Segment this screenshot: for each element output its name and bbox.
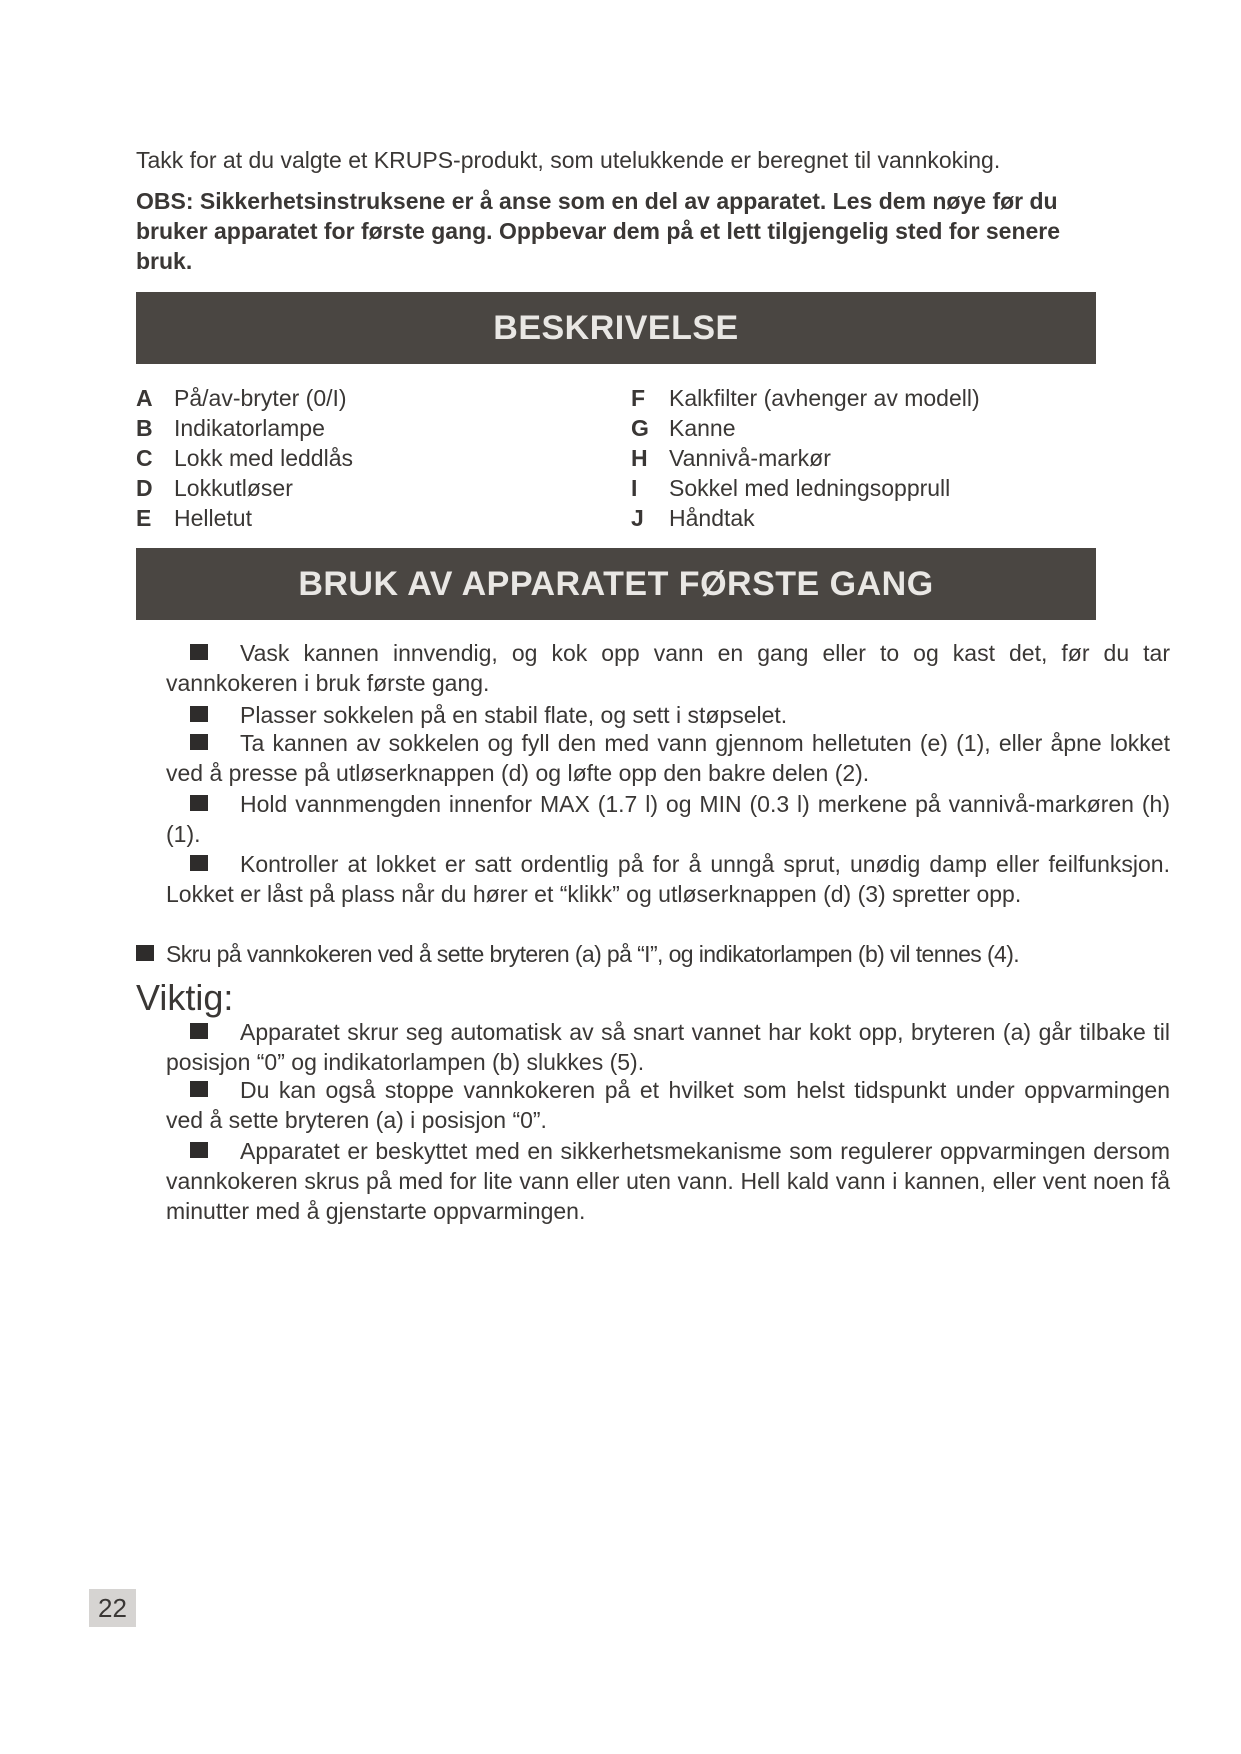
important-text: Apparatet er beskyttet med en sikkerhetsmekanisme som regulerer oppvarmingen dersom vannkokeren skrus på med for lite vann eller uten vann. Hell kald vann i kannen, eller vent noen få minutter med å gjenstarte oppvarmingen.: [166, 1138, 1170, 1224]
list-item: [136, 413, 353, 443]
page-number: 22: [89, 1589, 136, 1627]
description-list-right: [631, 383, 980, 533]
item-label: Håndtak: [669, 505, 755, 531]
bullet-square-icon: [190, 795, 208, 811]
instruction-item: [166, 638, 1170, 698]
bullet-square-icon: [190, 1081, 208, 1097]
list-item: [631, 443, 980, 473]
section-header-description: [136, 292, 1096, 364]
instruction-text: Vask kannen innvendig, og kok opp vann en gang eller to og kast det, før du tar vannkokeren i bruk første gang.: [166, 640, 1170, 696]
instruction-item: [166, 728, 1170, 788]
instruction-text: Ta kannen av sokkelen og fyll den med vann gjennom helletuten (e) (1), eller åpne lokket ved å presse på utløserknappen (d) og løfte opp den bakre delen (2).: [166, 730, 1170, 786]
item-letter: H: [631, 445, 648, 471]
important-item: [166, 1075, 1170, 1135]
important-heading: Viktig:: [136, 977, 234, 1018]
section-title: BRUK AV APPARATET FØRSTE GANG: [298, 564, 934, 603]
item-letter: I: [631, 475, 638, 501]
important-text: Apparatet skrur seg automatisk av så snart vannet har kokt opp, bryteren (a) går tilbake til posisjon “0” og indikatorlampen (b) slukkes (5).: [166, 1019, 1170, 1075]
bullet-square-icon: [190, 1142, 208, 1158]
item-letter: E: [136, 505, 152, 531]
description-list-left: [136, 383, 353, 533]
instruction-text: Hold vannmengden innenfor MAX (1.7 l) og MIN (0.3 l) merkene på vannivå-markøren (h) (1).: [166, 791, 1170, 847]
bullet-square-icon: [190, 734, 208, 750]
item-letter: C: [136, 445, 153, 471]
item-label: Kalkfilter (avhenger av modell): [669, 385, 980, 411]
instruction-item: [166, 789, 1170, 849]
instruction-item: [166, 700, 1170, 730]
list-item: [631, 473, 980, 503]
item-letter: D: [136, 475, 153, 501]
list-item: [136, 503, 353, 533]
item-label: Indikatorlampe: [174, 415, 325, 441]
item-label: Lokk med leddlås: [174, 445, 353, 471]
important-text: Du kan også stoppe vannkokeren på et hvilket som helst tidspunkt under oppvarmingen ved å sette bryteren (a) i posisjon “0”.: [166, 1077, 1170, 1133]
instruction-item: [136, 939, 1206, 969]
list-item: [631, 383, 980, 413]
list-item: [136, 383, 353, 413]
item-letter: G: [631, 415, 649, 441]
item-letter: J: [631, 505, 644, 531]
bullet-square-icon: [190, 644, 208, 660]
instruction-text: Skru på vannkokeren ved å sette bryteren (a) på “I”, og indikatorlampen (b) vil tennes (4).: [166, 941, 1020, 967]
section-header-first-use: [136, 548, 1096, 620]
bullet-square-icon: [190, 855, 208, 871]
list-item: [136, 443, 353, 473]
bullet-square-icon: [190, 706, 208, 722]
list-item: [631, 413, 980, 443]
instruction-text: Plasser sokkelen på en stabil flate, og sett i støpselet.: [240, 702, 788, 728]
intro-text: Takk for at du valgte et KRUPS-produkt, som utelukkende er beregnet til vannkoking.: [136, 147, 1001, 173]
item-label: Sokkel med ledningsopprull: [669, 475, 951, 501]
safety-notice: OBS: Sikkerhetsinstruksene er å anse som en del av apparatet. Les dem nøye før du bruker apparatet for første gang. Oppbevar dem på et lett tilgjengelig sted for senere bruk.: [136, 188, 1061, 274]
bullet-square-icon: [136, 945, 154, 961]
important-item: [166, 1017, 1170, 1077]
item-letter: A: [136, 385, 153, 411]
item-label: Vannivå-markør: [669, 445, 831, 471]
bullet-square-icon: [190, 1023, 208, 1039]
item-label: Lokkutløser: [174, 475, 293, 501]
item-label: På/av-bryter (0/I): [174, 385, 347, 411]
item-label: Kanne: [669, 415, 736, 441]
item-label: Helletut: [174, 505, 252, 531]
important-item: [166, 1136, 1170, 1226]
section-title: BESKRIVELSE: [493, 308, 739, 347]
list-item: [136, 473, 353, 503]
instruction-text: Kontroller at lokket er satt ordentlig på for å unngå sprut, unødig damp eller feilfunksjon. Lokket er låst på plass når du hører et “klikk” og utløserknappen (d) (3) spretter opp.: [166, 851, 1170, 907]
list-item: [631, 503, 980, 533]
instruction-item: [166, 849, 1170, 909]
item-letter: F: [631, 385, 646, 411]
item-letter: B: [136, 415, 153, 441]
